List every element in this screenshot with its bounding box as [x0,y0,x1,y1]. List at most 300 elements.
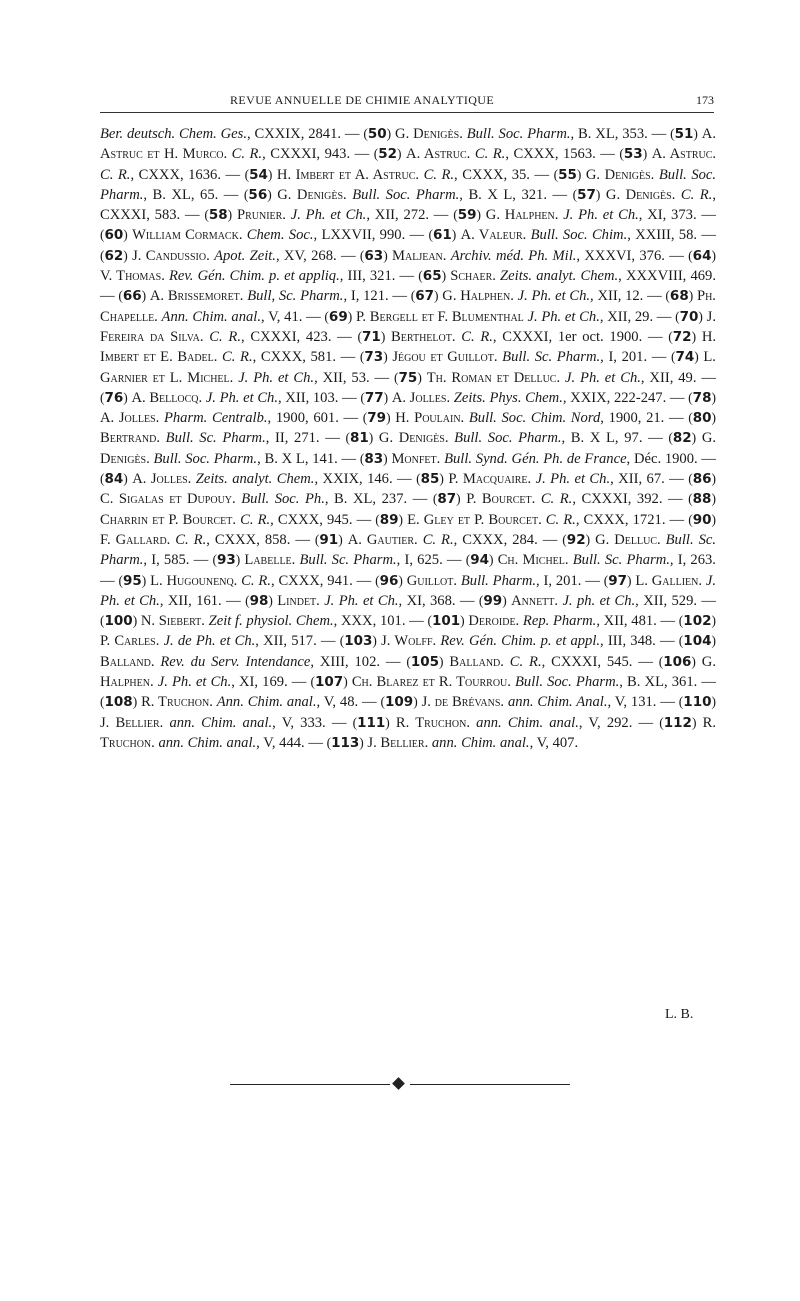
reference-number: ( 86 ) [688,471,716,487]
reference-author: H. Imbert et A. Astruc. [276,166,420,183]
reference-author: E. Gley et P. Bourcet. [407,511,542,528]
reference-number: ( 96 ) [375,573,403,589]
reference-number: ( 53 ) [619,146,647,162]
reference-number: ( 77 ) [360,390,388,406]
reference-journal: Bull. Soc. Pharm. [153,450,258,467]
reference-details: , B. XL, 237. — [324,491,433,508]
reference-number: ( 94 ) [466,552,494,568]
reference-details: , XV, 268. — [275,247,360,264]
reference-number: ( 98 ) [245,593,273,609]
reference-journal: J. Ph. et Ch. [205,389,278,406]
reference-details: , CXXX, 1636. — [130,166,245,183]
reference-number: ( 61 ) [428,227,456,243]
reference-number: ( 109 ) [381,694,418,710]
reference-details: , CXXXI, 423. — [240,328,358,345]
reference-details: , V, 407. [529,734,579,751]
reference-number: ( 51 ) [670,126,698,142]
reference-journal: J. de Ph. et Ch. [163,633,256,650]
reference-number: ( 105 ) [406,654,443,670]
reference-entry [100,694,381,710]
reference-details: , CXXX, 941. — [270,572,376,589]
reference-entry [374,146,620,162]
reference-number: ( 111 ) [353,715,390,731]
reference-number: ( 69 ) [324,309,352,325]
reference-journal: J. Ph. et Ch. [517,288,591,305]
reference-author: Balland. [100,653,155,670]
reference-author: F. Gallard. [100,531,171,548]
reference-number: ( 85 ) [416,471,444,487]
reference-list [100,124,716,753]
reference-journal: C. R. [509,653,542,670]
reference-number: ( 57 ) [573,187,601,203]
reference-number: ( 72 ) [668,329,696,345]
reference-entry [360,248,688,264]
reference-number: ( 64 ) [688,248,716,264]
reference-details: , Déc. 1900. — [626,450,717,467]
reference-author: J. Wolff. [381,633,437,650]
reference-author: Guillot. [406,572,458,589]
reference-number: ( 97 ) [604,573,632,589]
reference-journal: C. R. [461,328,493,345]
ornament-line-left [230,1084,390,1085]
reference-journal: J. Ph. et Ch. [565,369,641,386]
reference-entry [118,288,410,304]
reference-author: A. Jolles. [391,389,451,406]
reference-details: , CXXX, 1721. — [575,511,689,528]
reference-author: G. Halphen. [485,207,559,224]
section-ornament [230,1078,570,1090]
reference-journal: Bull. Soc. Pharm. [454,430,562,447]
reference-number: ( 92 ) [562,532,590,548]
reference-journal: Bull. Sc. Pharm. [572,552,670,569]
reference-details: , CXXXI, 1er oct. 1900. — [492,328,669,345]
reference-journal: C. R. [423,166,455,183]
reference-details: , XII, 529. — [635,592,716,609]
reference-journal: Ber. deutsch. Chem. Ges. [100,126,247,142]
reference-journal: Rev. du Serv. Intendance [160,653,311,670]
reference-entry [311,674,716,690]
reference-journal: J. Ph. et Ch. [238,369,315,386]
reference-details: , V, 41. — [261,308,325,325]
reference-details: , XII, 12. — [590,288,666,305]
reference-entry [375,512,688,528]
reference-details: , II, 271. — [265,430,346,447]
reference-author: L. Hugounenq. [150,572,238,589]
reference-details: , XII, 49. — [640,369,716,386]
reference-number: ( 113 ) [327,735,364,751]
reference-journal: Bull. Soc. Chim. [530,227,628,244]
reference-details: , III, 348. — [600,633,679,650]
reference-journal: J. Ph. et Ch. [527,308,600,325]
reference-author: G. Denigès. [605,186,676,203]
reference-number: ( 110 ) [679,694,716,710]
reference-journal: C. R. [240,511,271,528]
reference-number: ( 60 ) [100,227,128,243]
reference-details: , XXIX, 146. — [314,471,417,488]
reference-journal: C. R. [209,328,241,345]
reference-entry [360,390,688,406]
reference-journal: ann. Chim. Anal. [507,694,608,711]
reference-author: P. Bergell et F. Blumenthal [355,308,524,325]
reference-journal: Bull. Soc. Pharm. [466,126,571,142]
reference-details: , XII, 481. — [596,613,679,630]
reference-details: , XXIX, 222-247. — [562,389,689,406]
reference-details: , CXXXI, 392. — [572,491,689,508]
reference-details: , B. X L, 141. — [257,450,360,467]
reference-journal: Bull. Synd. Gén. Ph. de France [444,450,627,467]
reference-journal: ann. Chim. anal. [169,714,273,731]
reference-entry [360,451,716,467]
reference-details: , B. XL, 361. — [619,674,716,691]
reference-journal: Bull. Sc. Pharm. [502,349,601,366]
reference-details: , CXXX, 581. — [252,349,360,366]
reference-journal: Bull, Sc. Pharm. [247,288,344,305]
reference-journal: Chem. Soc. [246,227,314,244]
reference-journal: C. R. [241,572,271,589]
reference-journal: C. R. [680,186,713,203]
reference-number: ( 80 ) [688,410,716,426]
reference-author: G. Denigès. [100,430,717,467]
reference-author: P. Carles. [100,633,160,650]
reference-number: ( 90 ) [688,512,716,528]
reference-journal: Ann. Chim. anal. [161,308,262,325]
reference-number: ( 84 ) [100,471,128,487]
header-rule [100,112,714,113]
reference-journal: C. R. [422,531,454,548]
reference-journal: ann. Chim. anal. [476,714,579,731]
reference-author: H. Poulain. [395,410,465,427]
reference-number: ( 106 ) [659,654,696,670]
reference-author: Prunier. [236,207,286,224]
reference-details: , XI, 169. — [231,674,311,691]
reference-journal: C. R. [474,146,506,163]
reference-details: , I, 201. — [536,572,604,589]
reference-entry [394,370,716,386]
reference-journal: Bull. Pharm. [460,572,537,589]
reference-author: A. Astruc. [651,146,717,163]
author-signature: L. B. [665,1007,694,1022]
reference-entry [433,491,688,507]
reference-journal: C. R. [545,511,576,528]
reference-author: A. Jolles. [100,410,160,427]
reference-number: ( 70 ) [675,309,703,325]
reference-journal: Zeits. analyt. Chem. [500,268,619,285]
reference-author: G. Denigès. [395,126,463,142]
reference-details: , XXXVI, 376. — [576,247,689,264]
reference-details: , XII, 53. — [314,369,395,386]
reference-details: , CXXX, 858. — [206,531,315,548]
reference-journal: Rev. Gén. Chim. p. et appl. [440,633,601,650]
page-number: 173 [696,93,714,107]
reference-journal: Zeits. analyt. Chem. [195,471,315,488]
reference-author: J. de Brévans. [421,694,505,711]
reference-number: ( 62 ) [100,248,128,264]
reference-details: , CXXXI, 583. — [100,186,716,224]
reference-journal: J. Ph. et Ch. [290,207,367,224]
reference-details: , CXXXI, 545. — [541,653,659,670]
ornament-line-right [410,1084,570,1085]
reference-author: Balland. [449,653,504,670]
reference-details: , V, 444. — [256,734,327,751]
reference-details: , I, 263. — [100,552,716,589]
reference-details: , CXXIX, 2841. — [246,126,364,142]
reference-details: , XXIII, 58. — [627,227,716,244]
reference-number: ( 99 ) [479,593,507,609]
reference-author: A. Astruc et H. Murco. [100,126,716,163]
reference-journal: Bull. Soc. Pharm. [100,166,717,203]
reference-journal: ann. Chim. anal. [431,734,530,751]
reference-details: , 1900, 601. — [267,410,363,427]
reference-details: , LXXVII, 990. — [313,227,429,244]
reference-number: ( 82 ) [668,430,696,446]
reference-journal: Ann. Chim. anal. [216,694,317,711]
reference-number: ( 73 ) [360,349,388,365]
reference-author: Monfet. [391,450,441,467]
reference-author: A. Gautier. [347,531,418,548]
reference-entry [212,552,465,568]
reference-number: ( 103 ) [340,633,377,649]
reference-journal: J. Ph. et Ch. [100,572,716,609]
reference-author: Th. Roman et Delluc. [426,369,561,386]
reference-details: , XXX, 101. — [333,613,428,630]
reference-entry [345,430,668,446]
reference-number: ( 87 ) [433,491,461,507]
reference-number: ( 56 ) [244,187,272,203]
reference-entry [375,573,604,589]
reference-author: G. Denigès. [277,186,347,203]
reference-entry [427,613,678,629]
reference-entry [315,532,562,548]
reference-journal: Rev. Gén. Chim. p. et appliq. [169,268,340,285]
reference-number: ( 58 ) [204,207,232,223]
reference-author: R. Truchon. [141,694,213,711]
reference-journal: J. ph. et Ch. [562,592,636,609]
reference-details: , V, 292. — [578,714,660,731]
reference-number: ( 112 ) [659,715,696,731]
reference-details: , III, 321. — [339,268,419,285]
reference-journal: Bull. Soc. Ph. [241,491,325,508]
reference-journal: J. Ph. et Ch. [563,207,639,224]
reference-number: ( 79 ) [363,410,391,426]
reference-number: ( 66 ) [118,288,146,304]
reference-author: J. Bellier. [367,734,429,751]
reference-details: , I, 585. — [143,552,213,569]
reference-number: ( 91 ) [315,532,343,548]
reference-author: J. Candussio. [132,247,210,264]
reference-entry [353,715,660,731]
reference-details: , I, 121. — [343,288,411,305]
reference-number: ( 50 ) [363,126,391,142]
reference-author: Bertrand. [100,430,161,447]
reference-number: ( 76 ) [100,390,128,406]
reference-author: Deroide. [468,613,520,630]
reference-author: A. Bellocq. [131,389,203,406]
reference-author: Ph. Chapelle. [100,288,716,325]
reference-number: ( 102 ) [679,613,716,629]
reference-author: A. Astruc. [406,146,471,163]
reference-number: ( 100 ) [100,613,137,629]
reference-journal: Bull. Sc. Pharm. [165,430,266,447]
reference-number: ( 104 ) [679,633,716,649]
reference-number: ( 68 ) [665,288,693,304]
reference-details: , V, 48. — [316,694,381,711]
reference-entry [358,329,669,345]
reference-author: Berthelot. [391,328,456,345]
reference-author: Annett. [511,592,559,609]
reference-entry [100,471,416,487]
reference-details: , CXXX, 945. — [270,511,376,528]
reference-author: L. Gallien. [635,572,703,589]
reference-details: , B. X L, 321. — [459,186,573,203]
reference-journal: Bull. Soc. Chim. Nord [468,410,601,427]
reference-author: Charrin et P. Bourcet. [100,511,237,528]
reference-entry [100,126,363,142]
diamond-icon [392,1077,405,1090]
reference-number: ( 63 ) [360,248,388,264]
reference-journal: J. Ph. et Ch. [157,674,232,691]
reference-journal: J. Ph. et Ch. [535,471,611,488]
reference-author: V. Thomas. [100,268,165,285]
reference-number: ( 93 ) [212,552,240,568]
reference-details: , I, 201. — [600,349,671,366]
reference-entry [479,593,716,609]
reference-entry [360,349,671,365]
reference-number: ( 75 ) [394,370,422,386]
reference-details: , B. X L, 97. — [561,430,669,447]
reference-author: G. Denigès. [378,430,449,447]
reference-author: Ch. Michel. [497,552,569,569]
reference-author: Ch. Blarez et R. Tourrou. [351,674,511,691]
reference-journal: C. R. [540,491,573,508]
reference-journal: Bull. Soc. Pharm. [515,674,620,691]
reference-entry [416,471,688,487]
reference-number: ( 59 ) [453,207,481,223]
reference-author: A. Brissemoret. [149,288,244,305]
reference-entry [381,694,679,710]
reference-number: ( 52 ) [374,146,402,162]
reference-details: , V, 131. — [607,694,679,711]
reference-journal: Zeits. Phys. Chem. [453,389,563,406]
reference-entry [363,126,670,142]
reference-entry [100,390,360,406]
reference-number: ( 101 ) [427,613,464,629]
reference-journal: Bull. Sc. Pharm. [100,531,717,569]
reference-entry [340,633,679,649]
reference-author: Lindet. [277,592,320,609]
reference-details: , XII, 29. — [599,308,676,325]
reference-number: ( 81 ) [345,430,373,446]
reference-author: C. Sigalas et Dupouy. [100,491,236,508]
reference-entry [244,187,573,203]
reference-number: ( 67 ) [411,288,439,304]
reference-number: ( 107 ) [311,674,348,690]
reference-entry [363,410,688,426]
reference-entry [118,573,375,589]
reference-details: , CXXX, 35. — [454,166,554,183]
reference-details: , 1900, 21. — [600,410,689,427]
reference-journal: Zeit f. physiol. Chem. [208,613,334,630]
reference-entry [100,248,360,264]
reference-author: L. Garnier et L. Michel. [100,349,716,386]
reference-journal: ann. Chim. anal. [158,734,257,751]
reference-entry [100,613,427,629]
reference-details: , I, 625. — [396,552,466,569]
reference-number: ( 55 ) [554,167,582,183]
reference-journal: J. Ph. et Ch. [324,592,399,609]
reference-entry [428,227,716,243]
reference-number: ( 74 ) [671,349,699,365]
reference-entry [411,288,666,304]
reference-details: , XXXVIII, 469. — [100,268,717,305]
reference-author: H. Imbert et E. Badel. [100,328,717,366]
reference-author: G. Delluc. [595,531,661,548]
reference-author: J. Fereira da Silva. [100,308,716,345]
reference-journal: C. R. [100,166,131,183]
reference-number: ( 108 ) [100,694,137,710]
reference-author: William Cormack. [132,227,243,244]
reference-author: Labelle. [244,552,296,569]
reference-details: , XII, 517. — [255,633,340,650]
running-title: REVUE ANNUELLE DE CHIMIE ANALYTIQUE [230,93,495,107]
reference-journal: Pharm. Centralb. [163,410,268,427]
reference-author: Maljean. [392,247,447,264]
reference-author: Jégou et Guillot. [392,349,498,366]
reference-author: J. Bellier. [100,714,164,731]
reference-number: ( 71 ) [358,329,386,345]
reference-details: , XII, 103. — [278,389,361,406]
reference-details: , XII, 161. — [159,592,246,609]
reference-author: G. Denigès. [585,166,655,183]
reference-author: Schaer. [450,268,496,285]
reference-details: , XI, 373. — [638,207,716,224]
reference-author: R. Truchon. [100,714,716,751]
reference-author: A. Jolles. [132,471,192,488]
reference-details: , CXXXI, 943. — [262,146,374,163]
reference-journal: Rep. Pharm. [522,613,597,630]
reference-number: ( 89 ) [375,512,403,528]
reference-details: , XIII, 102. — [310,653,407,670]
reference-entry [406,654,658,670]
reference-number: ( 65 ) [418,268,446,284]
reference-number: ( 88 ) [688,491,716,507]
page-header [100,93,714,113]
reference-author: G. Halphen. [100,653,716,691]
reference-entry [204,207,453,223]
reference-details: , V, 333. — [272,714,353,731]
reference-details: , CXXX, 284. — [453,531,563,548]
reference-number: ( 78 ) [688,390,716,406]
reference-author: R. Truchon. [395,714,470,731]
reference-author: P. Bourcet. [466,491,536,508]
reference-entry [453,207,716,223]
reference-details: , B. XL, 65. — [143,186,244,203]
reference-author: P. Macquaire. [448,471,532,488]
reference-journal: C. R. [222,349,253,366]
reference-details: , XII, 272. — [366,207,454,224]
reference-details: , CXXX, 1563. — [505,146,620,163]
reference-journal: C. R. [175,531,207,548]
reference-details: , XI, 368. — [398,592,479,609]
reference-author: N. Siebert. [140,613,205,630]
reference-entry [245,167,554,183]
reference-journal: C. R. [231,146,263,163]
reference-entry [100,227,428,243]
reference-journal: Bull. Sc. Pharm. [299,552,397,569]
reference-entry [245,593,479,609]
reference-details: , XII, 67. — [610,471,689,488]
reference-entry [324,309,675,325]
reference-entry [327,735,579,751]
